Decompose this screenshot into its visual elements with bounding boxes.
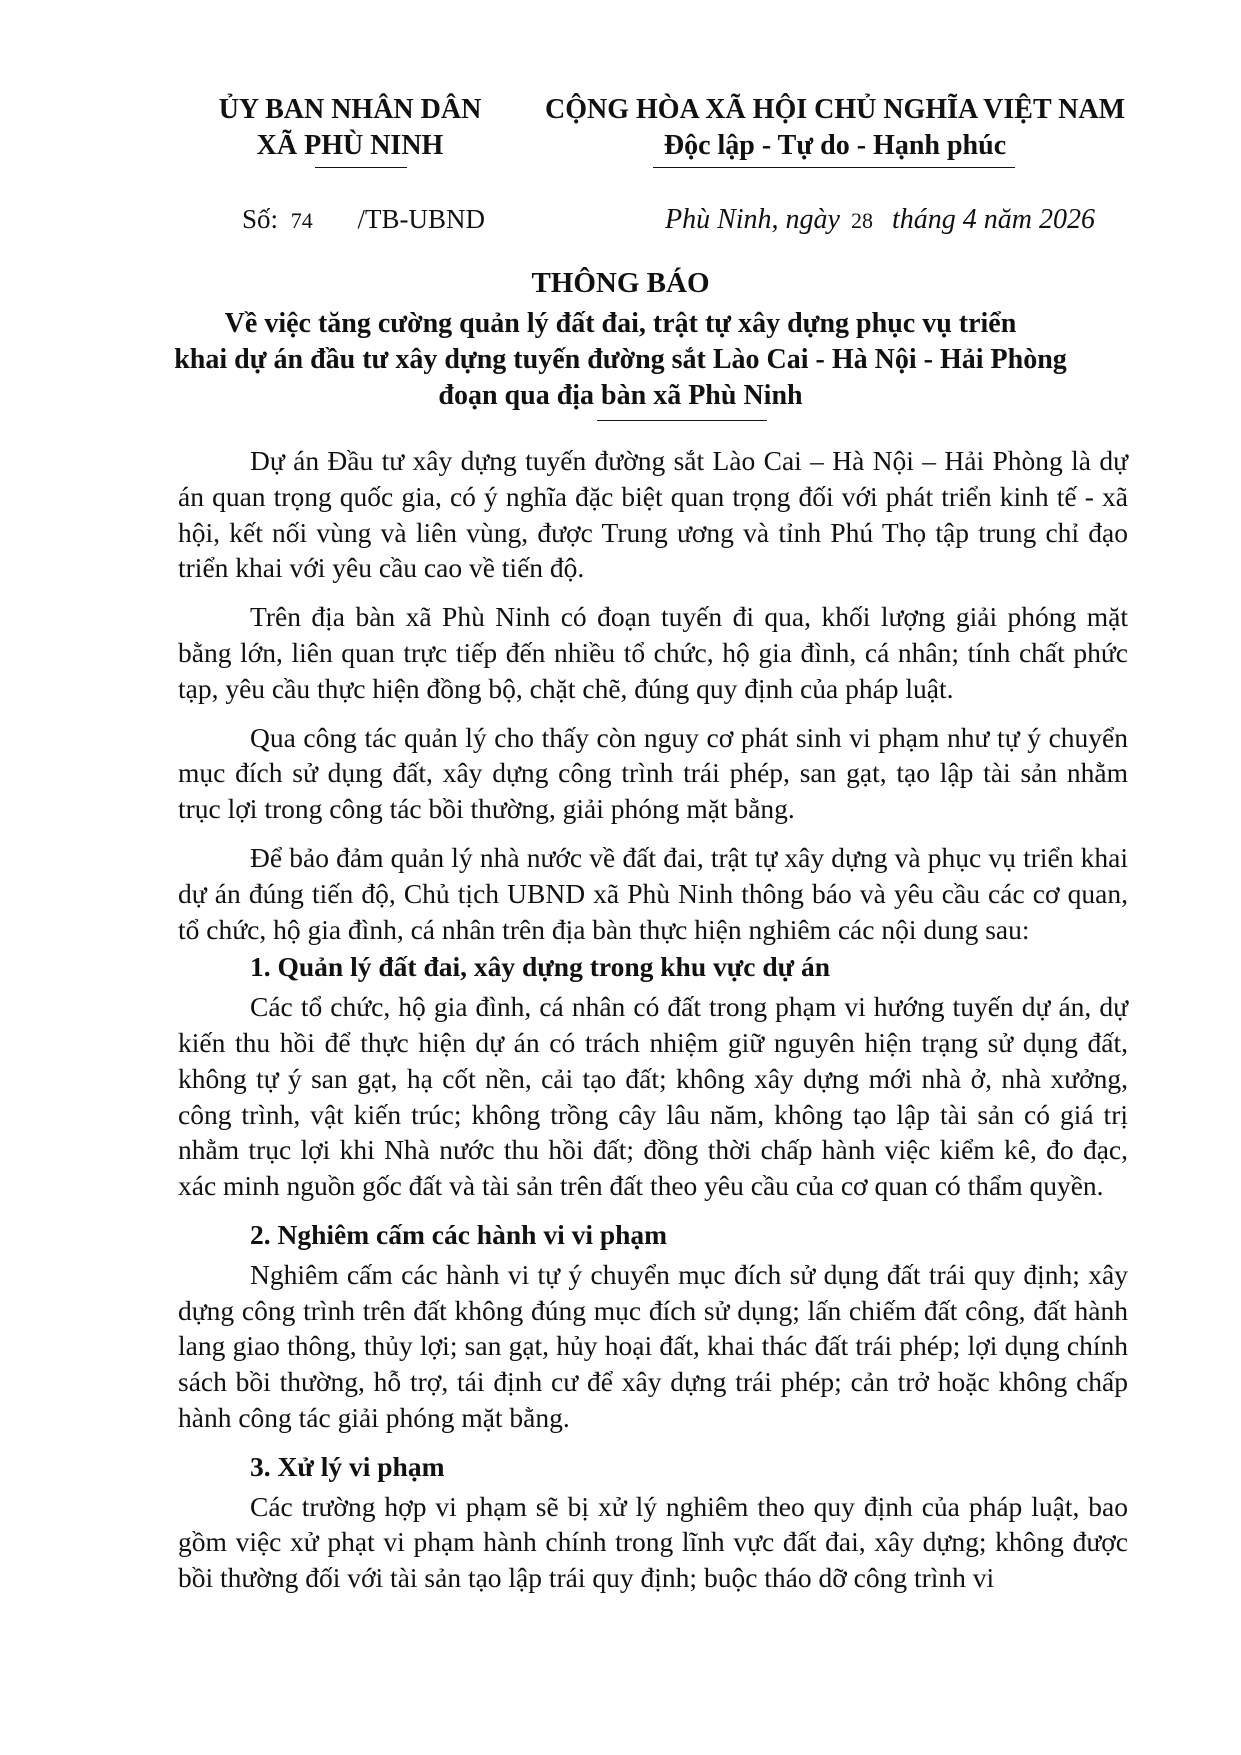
title-underline [597, 420, 767, 421]
section-1-text: Các tổ chức, hộ gia đình, cá nhân có đất trong phạm vi hướng tuyến dự án, dự kiến thu hồi để thực hiện dự án có trách nhiệm giữ nguyên hiện trạng sử dụng đất, không tự ý san gạt, hạ cốt nền, cải tạo đất; không xây dựng mới nhà ở, nhà xưởng, công trình, vật kiến trúc; không trồng cây lâu năm, không tạo lập tài sản có giá trị nhằm trục lợi khi Nhà nước thu hồi đất; đồng thời chấp hành việc kiểm kê, đo đạc, xác minh nguồn gốc đất và tài sản trên đất theo yêu cầu của cơ quan có thẩm quyền. [178, 991, 1128, 1202]
document-body [178, 443, 1128, 1609]
document-number [242, 202, 485, 238]
section-2-heading: 2. Nghiêm cấm các hành vi vi phạm [250, 1218, 668, 1250]
country-name: CỘNG HÒA XÃ HỘI CHỦ NGHĨA VIỆT NAM [544, 94, 1126, 125]
intro-paragraph-2: Trên địa bàn xã Phù Ninh có đoạn tuyến đi qua, khối lượng giải phóng mặt bằng lớn, liên quan trực tiếp đến nhiều tổ chức, hộ gia đình, cá nhân; tính chất phức tạp, yêu cầu thực hiện đồng bộ, chặt chẽ, đúng quy định của pháp luật. [178, 601, 1128, 704]
document-number-prefix: Số: [242, 204, 279, 234]
agency-name-line1: ỦY BAN NHÂN DÂN [218, 94, 482, 125]
agency-underline [315, 167, 407, 168]
agency-name-line2: XÃ PHÙ NINH [256, 130, 444, 161]
notice-subject-line3: đoạn qua địa bàn xã Phù Ninh [438, 380, 803, 411]
intro-paragraph-4: Để bảo đảm quản lý nhà nước về đất đai, trật tự xây dựng và phục vụ triển khai dự án đúng tiến độ, Chủ tịch UBND xã Phù Ninh thông báo và yêu cầu các cơ quan, tổ chức, hộ gia đình, cá nhân trên địa bàn thực hiện nghiêm các nội dung sau: [178, 841, 1128, 945]
document-number-value: 74 [290, 208, 313, 233]
section-3-heading: 3. Xử lý vi phạm [250, 1450, 445, 1482]
document-number-suffix: /TB-UBND [357, 204, 486, 234]
intro-paragraph-1: Dự án Đầu tư xây dựng tuyến đường sắt Lào Cai – Hà Nội – Hải Phòng là dự án quan trọng quốc gia, có ý nghĩa đặc biệt quan trọng đối với phát triển kinh tế - xã hội, kết nối vùng và liên vùng, được Trung ương và tỉnh Phú Thọ tập trung chỉ đạo triển khai với yêu cầu cao về tiến độ. [178, 445, 1128, 584]
section-1-heading: 1. Quản lý đất đai, xây dựng trong khu vực dự án [250, 951, 831, 983]
notice-subject-line1: Về việc tăng cường quản lý đất đai, trật tự xây dựng phục vụ triển [224, 308, 1017, 339]
date-prefix: Phù Ninh, ngày [665, 204, 840, 235]
notice-subject-line2: khai dự án đầu tư xây dựng tuyến đường sắt Lào Cai - Hà Nội - Hải Phòng [174, 344, 1067, 375]
motto-underline [653, 167, 1015, 168]
notice-heading: THÔNG BÁO [531, 267, 710, 299]
section-2-text: Nghiêm cấm các hành vi tự ý chuyển mục đích sử dụng đất trái quy định; xây dựng công trình trên đất không đúng mục đích sử dụng; lấn chiếm đất công, đất hành lang giao thông, thủy lợi; san gạt, hủy hoại đất, khai thác đất trái phép; lợi dụng chính sách bồi thường, hỗ trợ, tái định cư để xây dựng trái phép; cản trở hoặc không chấp hành công tác giải phóng mặt bằng. [178, 1258, 1128, 1433]
intro-paragraph-3: Qua công tác quản lý cho thấy còn nguy cơ phát sinh vi phạm như tự ý chuyển mục đích sử dụng đất, xây dựng công trình trái phép, san gạt, tạo lập tài sản nhằm trục lợi trong công tác bồi thường, giải phóng mặt bằng. [178, 721, 1128, 825]
national-motto: Độc lập - Tự do - Hạnh phúc [663, 130, 1007, 161]
section-3-text: Các trường hợp vi phạm sẽ bị xử lý nghiêm theo quy định của pháp luật, bao gồm việc xử phạt vi phạm hành chính trong lĩnh vực đất đai, xây dựng; không được bồi thường đối với tài sản tạo lập trái quy định; buộc tháo dỡ công trình vi [178, 1490, 1128, 1594]
date-day: 28 [851, 208, 873, 233]
document-date [665, 203, 1095, 238]
date-suffix: tháng 4 năm 2026 [892, 204, 1095, 235]
